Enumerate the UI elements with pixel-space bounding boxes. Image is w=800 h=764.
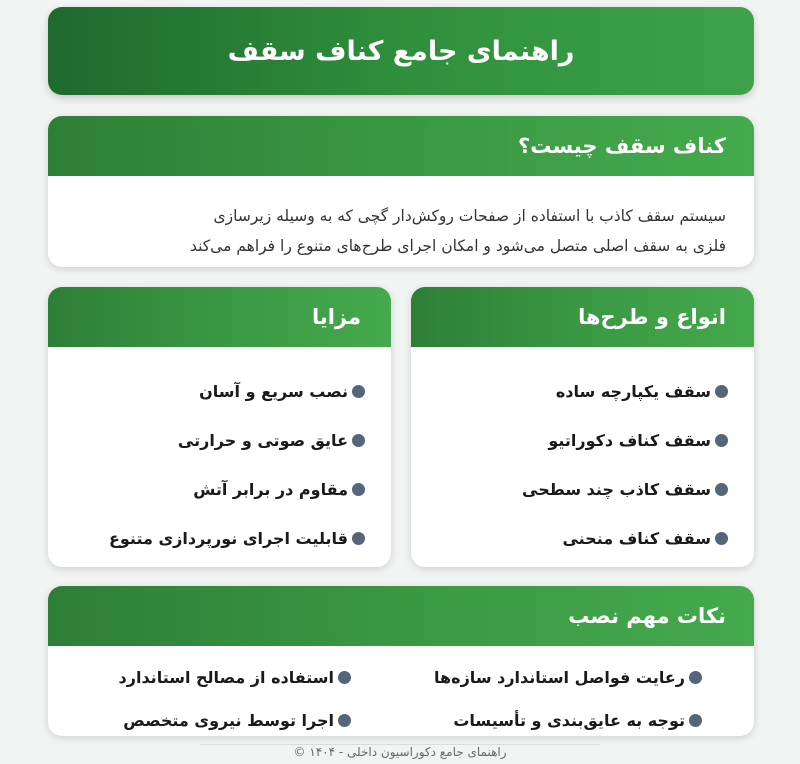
types-heading: انواع و طرح‌ها (411, 287, 754, 347)
page-title: راهنمای جامع کناف سقف (227, 35, 575, 67)
bullet-dot-icon (338, 671, 351, 684)
list-item (48, 465, 365, 514)
list-item-text: سقف یکپارچه ساده (555, 382, 711, 401)
what-is-card (48, 116, 754, 267)
what-is-heading: کناف سقف چیست؟ (48, 116, 754, 176)
list-item (48, 416, 365, 465)
bullet-dot-icon (352, 385, 365, 398)
bullet-dot-icon (715, 434, 728, 447)
list-item (411, 367, 728, 416)
list-item-text: استفاده از مصالح استاندارد (118, 668, 334, 687)
list-item (411, 416, 728, 465)
bullet-dot-icon (352, 434, 365, 447)
what-is-description (48, 176, 754, 261)
notes-column-right (401, 656, 754, 736)
list-item-text: مقاوم در برابر آتش (193, 480, 348, 499)
list-item-text: قابلیت اجرای نورپردازی متنوع (108, 529, 348, 548)
list-item-text: سقف کناف دکوراتیو (548, 431, 711, 450)
bullet-dot-icon (715, 385, 728, 398)
bullet-dot-icon (689, 714, 702, 727)
installation-notes-heading: نکات مهم نصب (48, 586, 754, 646)
list-item (401, 656, 702, 699)
footer-text: راهنمای جامع دکوراسیون داخلی - ۱۴۰۴ © (293, 745, 507, 759)
list-item (411, 465, 728, 514)
types-list (411, 347, 754, 563)
bullet-dot-icon (352, 532, 365, 545)
list-item-text: توجه به عایق‌بندی و تأسیسات (453, 711, 685, 730)
bullet-dot-icon (338, 714, 351, 727)
description-line-1: سیستم سقف کاذب با استفاده از صفحات روکش‌دار گچی که به وسیله زیرسازی (213, 207, 726, 225)
advantages-card (48, 287, 391, 567)
installation-notes-grid (48, 646, 754, 736)
list-item (48, 656, 351, 699)
bullet-dot-icon (715, 532, 728, 545)
list-item (411, 514, 728, 563)
bullet-dot-icon (689, 671, 702, 684)
list-item-text: نصب سریع و آسان (199, 382, 348, 401)
list-item (48, 367, 365, 416)
list-item-text: اجرا توسط نیروی متخصص (123, 711, 334, 730)
list-item-text: سقف کاذب چند سطحی (522, 480, 711, 499)
bullet-dot-icon (352, 483, 365, 496)
list-item (48, 514, 365, 563)
advantages-list (48, 347, 391, 563)
list-item (48, 699, 351, 736)
description-line-2: فلزی به سقف اصلی متصل می‌شود و امکان اجرای طرح‌های متنوع را فراهم می‌کند (189, 237, 726, 255)
list-item-text: رعایت فواصل استاندارد سازه‌ها (434, 668, 685, 687)
bullet-dot-icon (715, 483, 728, 496)
types-card (411, 287, 754, 567)
list-item-text: عایق صوتی و حرارتی (177, 431, 348, 450)
advantages-heading: مزایا (48, 287, 391, 347)
installation-notes-card (48, 586, 754, 736)
title-banner (48, 7, 754, 95)
notes-column-left (48, 656, 401, 736)
list-item-text: سقف کناف منحنی (562, 529, 711, 548)
list-item (401, 699, 702, 736)
